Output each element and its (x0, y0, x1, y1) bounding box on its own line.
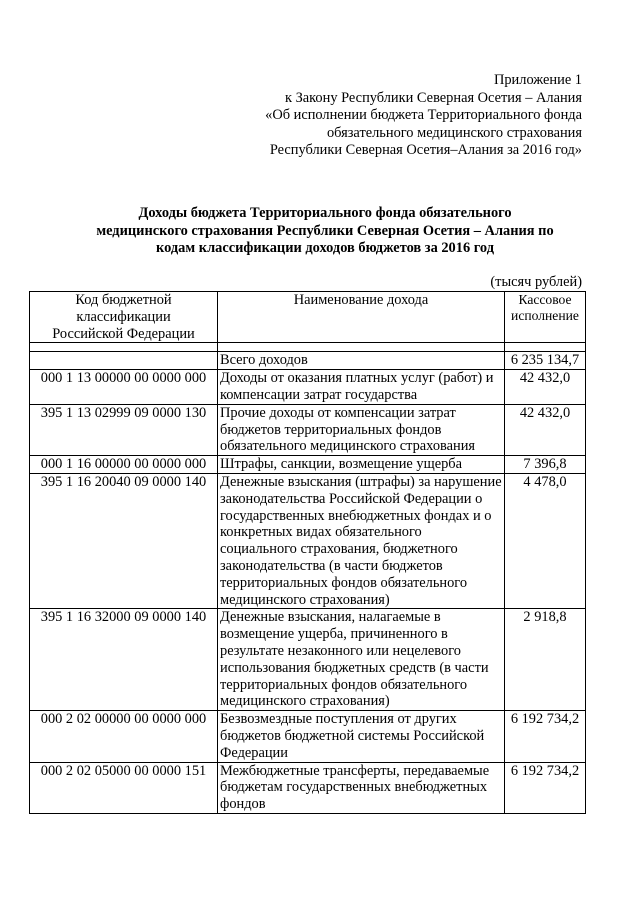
row-code (30, 352, 218, 370)
appendix-line: обязательного медицинского страхования (326, 124, 582, 141)
table-header-row (30, 292, 586, 343)
table-row (30, 456, 586, 474)
title-line: кодам классификации доходов бюджетов за 2016 год (156, 240, 494, 256)
row-name: Всего доходов (218, 352, 505, 370)
header-code-line: Код бюджетной (75, 292, 172, 308)
row-amount: 6 192 734,2 (505, 711, 586, 762)
title-line: Доходы бюджета Территориального фонда обязательного (138, 205, 512, 221)
header-amount-line: Кассовое (518, 292, 572, 307)
unit-label: (тысяч рублей) (490, 274, 582, 290)
row-name: Денежные взыскания (штрафы) за нарушение законодательства Российской Федерации о государственных внебюджетных фондах и о конкретных видах обязательного социального страхования, бюджетного законодательства (в части бюджетов территориальных фондов обязательного медицинского страхования) (218, 473, 505, 608)
table-row (30, 609, 586, 711)
row-code: 000 2 02 00000 00 0000 000 (30, 711, 218, 762)
table-row (30, 762, 586, 813)
appendix-line: «Об исполнении бюджета Территориального фонда (265, 107, 582, 123)
row-amount: 42 432,0 (505, 370, 586, 405)
row-amount: 6 235 134,7 (505, 352, 586, 370)
blank-row (30, 343, 586, 352)
row-amount: 42 432,0 (505, 404, 586, 455)
appendix-line: Приложение 1 (493, 72, 582, 88)
row-code: 395 1 16 20040 09 0000 140 (30, 473, 218, 608)
row-code: 395 1 16 32000 09 0000 140 (30, 609, 218, 711)
row-name: Безвозмездные поступления от других бюджетов бюджетной системы Российской Федерации (218, 711, 505, 762)
table-row (30, 711, 586, 762)
appendix-line: Республики Северная Осетия–Алания за 2016 год» (269, 142, 582, 158)
table-row (30, 352, 586, 370)
table-row (30, 404, 586, 455)
appendix-header (265, 72, 582, 160)
row-code: 000 2 02 05000 00 0000 151 (30, 762, 218, 813)
row-code: 000 1 16 00000 00 0000 000 (30, 456, 218, 474)
header-amount (505, 292, 586, 343)
row-code: 000 1 13 00000 00 0000 000 (30, 370, 218, 405)
row-name: Денежные взыскания, налагаемые в возмещение ущерба, причиненного в результате незаконного или нецелевого использования бюджетных средств (в части территориальных фондов обязательного медицинского страхования) (218, 609, 505, 711)
row-amount: 2 918,8 (505, 609, 586, 711)
table-row (30, 370, 586, 405)
row-code: 395 1 13 02999 09 0000 130 (30, 404, 218, 455)
header-code (30, 292, 218, 343)
document-title (60, 205, 590, 258)
row-name: Прочие доходы от компенсации затрат бюджетов территориальных фондов обязательного медицинского страхования (218, 404, 505, 455)
row-amount: 7 396,8 (505, 456, 586, 474)
header-name: Наименование дохода (218, 292, 505, 343)
row-name: Доходы от оказания платных услуг (работ) и компенсации затрат государства (218, 370, 505, 405)
row-name: Межбюджетные трансферты, передаваемые бюджетам государственных внебюджетных фондов (218, 762, 505, 813)
header-amount-line: исполнение (511, 308, 579, 323)
row-amount: 4 478,0 (505, 473, 586, 608)
appendix-line: к Закону Республики Северная Осетия – Алания (284, 89, 582, 106)
header-code-line: Российской Федерации (52, 325, 195, 342)
row-name: Штрафы, санкции, возмещение ущерба (218, 456, 505, 474)
income-table (29, 291, 586, 814)
row-amount: 6 192 734,2 (505, 762, 586, 813)
header-code-line: классификации (76, 308, 171, 325)
table-row (30, 473, 586, 608)
title-line: медицинского страхования Республики Северная Осетия – Алания по (96, 222, 554, 239)
